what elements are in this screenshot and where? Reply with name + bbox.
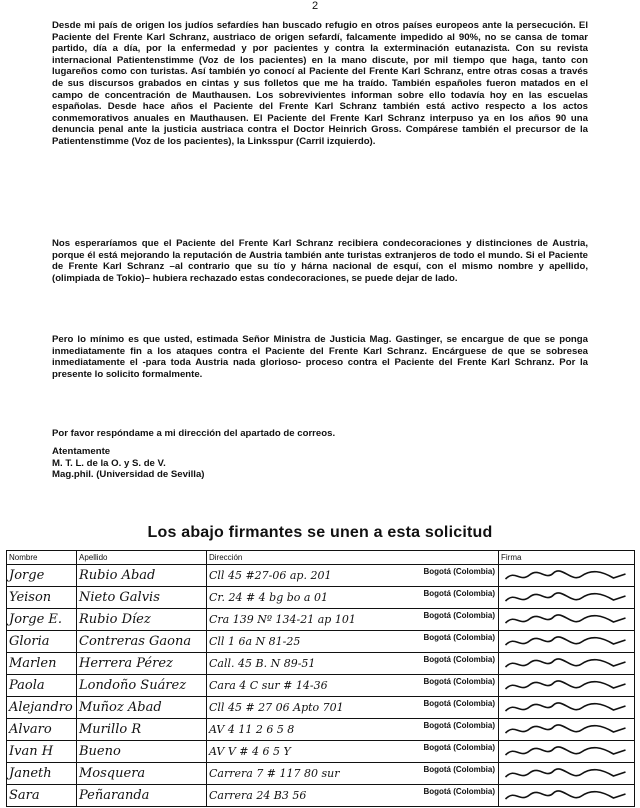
cell-direccion <box>207 631 499 653</box>
apellido-handwriting: Rubio Díez <box>79 612 151 627</box>
letter-paragraph-2: Nos esperaríamos que el Paciente del Frente Karl Schranz recibiera condecoraciones y distinciones de Austria, porque él está mejorando la reputación de Austria también ante turistas extranjeros de todo el mundo. Si el Paciente de Frente Karl Schranz –al contrario que su tío y hárna nacional de esquí, con el mismo nombre y apellido, (olimpiada de Tokio)– hubiera rechazado estas condecoraciones, se puede dejar de lado. <box>52 238 588 284</box>
column-header-firma: Firma <box>499 551 635 565</box>
signature-scrawl-icon <box>501 699 632 717</box>
nombre-handwriting: Sara <box>9 788 40 803</box>
table-row <box>7 675 635 697</box>
signatures-table <box>6 550 635 807</box>
cell-firma <box>499 675 635 697</box>
direccion-handwriting: AV 4 11 2 6 5 8 <box>209 723 295 736</box>
apellido-handwriting: Peñaranda <box>79 788 150 803</box>
cell-apellido <box>77 741 207 763</box>
cell-direccion <box>207 719 499 741</box>
table-header-row <box>7 551 635 565</box>
apellido-handwriting: Herrera Pérez <box>79 656 173 671</box>
cell-apellido <box>77 697 207 719</box>
cell-nombre <box>7 609 77 631</box>
signatures-table-body <box>7 565 635 807</box>
apellido-handwriting: Muñoz Abad <box>79 700 162 715</box>
direccion-handwriting: AV V # 4 6 5 Y <box>209 745 291 758</box>
city-label: Bogotá (Colombia) <box>423 721 495 730</box>
letter-paragraph-1: Desde mi país de origen los judíos sefardíes han buscado refugio en otros países europeos ante la persecución. El Paciente del Frente Karl Schranz, austriaco de origen sefardí, falcamente impedido al 90%, no se cansa de tomar partido, día a día, por la enfermedad y por pacientes y contra la exterminación eutanazista. Con su revista internacional Patientenstimme (Voz de los pacientes) en la mano discute, por mil tiempo que haga, tanto con lugareños como con turistas. Así también yo conocí al Paciente del Frente Karl Schranz, entre otras cosas a través de sus discursos grabados en cintas y sus folletos que me ha traído. También españoles fueron matados en el campo de concentración de Mauthausen. Los sobrevivientes informan sobre ello todavía hoy en las escuelas españolas. Desde hace años el Paciente del Frente Karl Schranz también está activo respecto a los actos conmemorativos anuales en Mauthausen. El Paciente del Frente Karl Schranz interpuso ya en los años 90 una denuncia penal ante la justicia austriaca contra el Doctor Heinrich Gross. Compárese también el precursor de la Patientenstimme (Voz de los pacientes), la Linksspur (Carril izquierdo). <box>52 20 588 147</box>
cell-apellido <box>77 785 207 807</box>
cell-direccion <box>207 785 499 807</box>
nombre-handwriting: Janeth <box>9 766 52 781</box>
cell-firma <box>499 697 635 719</box>
nombre-handwriting: Yeison <box>9 590 52 605</box>
signature-scrawl-icon <box>501 633 632 651</box>
signature-scrawl-icon <box>501 655 632 673</box>
letter-paragraph-3: Pero lo mínimo es que usted, estimada Señor Ministra de Justicia Mag. Gastinger, se encargue de que se ponga inmediatamente fin a los ataques contra el Paciente del Frente Karl Schranz. Encárguese de que se sobresea inmediatamente el -para toda Austria nada glorioso- proceso contra el Paciente del Frente Karl Schranz. Por la presente lo solicito formalmente. <box>52 334 588 380</box>
signer-title: Mag.phil. (Universidad de Sevilla) <box>52 469 205 481</box>
signature-block <box>52 446 204 481</box>
cell-nombre <box>7 763 77 785</box>
city-label: Bogotá (Colombia) <box>423 677 495 686</box>
table-row <box>7 741 635 763</box>
signature-scrawl-icon <box>501 743 632 761</box>
signature-scrawl-icon <box>501 677 632 695</box>
cell-apellido <box>77 609 207 631</box>
signature-scrawl-icon <box>501 567 632 585</box>
cell-direccion <box>207 587 499 609</box>
column-header-nombre: Nombre <box>7 551 77 565</box>
direccion-handwriting: Cll 1 6a N 81-25 <box>209 635 301 648</box>
cell-firma <box>499 741 635 763</box>
cell-direccion <box>207 565 499 587</box>
signature-scrawl-icon <box>501 589 632 607</box>
cell-apellido <box>77 675 207 697</box>
closing: Atentamente <box>52 446 111 457</box>
apellido-handwriting: Bueno <box>79 744 121 759</box>
table-row <box>7 631 635 653</box>
city-label: Bogotá (Colombia) <box>423 589 495 598</box>
column-header-direccion: Dirección <box>207 551 499 565</box>
nombre-handwriting: Gloria <box>9 634 50 649</box>
nombre-handwriting: Paola <box>9 678 45 693</box>
direccion-handwriting: Call. 45 B. N 89-51 <box>209 657 316 670</box>
cell-firma <box>499 785 635 807</box>
signature-scrawl-icon <box>501 721 632 739</box>
cell-firma <box>499 565 635 587</box>
page-number: 2 <box>312 0 319 12</box>
direccion-handwriting: Carrera 24 B3 56 <box>209 789 307 802</box>
cell-firma <box>499 609 635 631</box>
city-label: Bogotá (Colombia) <box>423 567 495 576</box>
letter-paragraph-4: Por favor respóndame a mi dirección del apartado de correos. <box>52 428 336 439</box>
cell-nombre <box>7 697 77 719</box>
cell-nombre <box>7 785 77 807</box>
apellido-handwriting: Nieto Galvis <box>79 590 160 605</box>
apellido-handwriting: Contreras Gaona <box>79 634 192 649</box>
city-label: Bogotá (Colombia) <box>423 611 495 620</box>
city-label: Bogotá (Colombia) <box>423 699 495 708</box>
city-label: Bogotá (Colombia) <box>423 655 495 664</box>
cell-nombre <box>7 741 77 763</box>
cell-nombre <box>7 653 77 675</box>
nombre-handwriting: Jorge <box>9 568 45 583</box>
table-row <box>7 587 635 609</box>
direccion-handwriting: Cr. 24 # 4 bg bo a 01 <box>209 591 328 604</box>
cell-direccion <box>207 697 499 719</box>
nombre-handwriting: Marlen <box>9 656 57 671</box>
cell-direccion <box>207 763 499 785</box>
cell-firma <box>499 719 635 741</box>
cell-nombre <box>7 719 77 741</box>
city-label: Bogotá (Colombia) <box>423 633 495 642</box>
apellido-handwriting: Rubio Abad <box>79 568 156 583</box>
cell-direccion <box>207 741 499 763</box>
city-label: Bogotá (Colombia) <box>423 787 495 796</box>
direccion-handwriting: Cll 45 # 27 06 Apto 701 <box>209 701 344 714</box>
direccion-handwriting: Cra 139 Nº 134-21 ap 101 <box>209 613 356 626</box>
cell-direccion <box>207 675 499 697</box>
cell-apellido <box>77 587 207 609</box>
nombre-handwriting: Alejandro <box>9 700 73 715</box>
cell-firma <box>499 653 635 675</box>
cell-nombre <box>7 587 77 609</box>
table-row <box>7 719 635 741</box>
cell-firma <box>499 587 635 609</box>
cell-firma <box>499 631 635 653</box>
cell-nombre <box>7 675 77 697</box>
nombre-handwriting: Ivan H <box>9 744 54 759</box>
signature-scrawl-icon <box>501 765 632 783</box>
table-row <box>7 609 635 631</box>
direccion-handwriting: Cara 4 C sur # 14-36 <box>209 679 328 692</box>
table-row <box>7 653 635 675</box>
cell-apellido <box>77 719 207 741</box>
nombre-handwriting: Alvaro <box>9 722 52 737</box>
cell-nombre <box>7 565 77 587</box>
direccion-handwriting: Carrera 7 # 117 80 sur <box>209 767 340 780</box>
apellido-handwriting: Mosquera <box>79 766 146 781</box>
cell-firma <box>499 763 635 785</box>
table-row <box>7 763 635 785</box>
city-label: Bogotá (Colombia) <box>423 765 495 774</box>
cell-direccion <box>207 653 499 675</box>
cell-apellido <box>77 631 207 653</box>
table-row <box>7 697 635 719</box>
cell-apellido <box>77 565 207 587</box>
column-header-apellido: Apellido <box>77 551 207 565</box>
table-row <box>7 785 635 807</box>
nombre-handwriting: Jorge E. <box>9 612 63 627</box>
signature-scrawl-icon <box>501 611 632 629</box>
signer-name: M. T. L. de la O. y S. de V. <box>52 457 166 469</box>
cell-apellido <box>77 653 207 675</box>
signature-scrawl-icon <box>501 787 632 805</box>
cell-apellido <box>77 763 207 785</box>
signatures-heading: Los abajo firmantes se unen a esta solicitud <box>147 524 493 541</box>
cell-nombre <box>7 631 77 653</box>
apellido-handwriting: Murillo R <box>79 722 142 737</box>
table-row <box>7 565 635 587</box>
apellido-handwriting: Londoño Suárez <box>79 678 187 693</box>
direccion-handwriting: Cll 45 #27-06 ap. 201 <box>209 569 332 582</box>
cell-direccion <box>207 609 499 631</box>
city-label: Bogotá (Colombia) <box>423 743 495 752</box>
